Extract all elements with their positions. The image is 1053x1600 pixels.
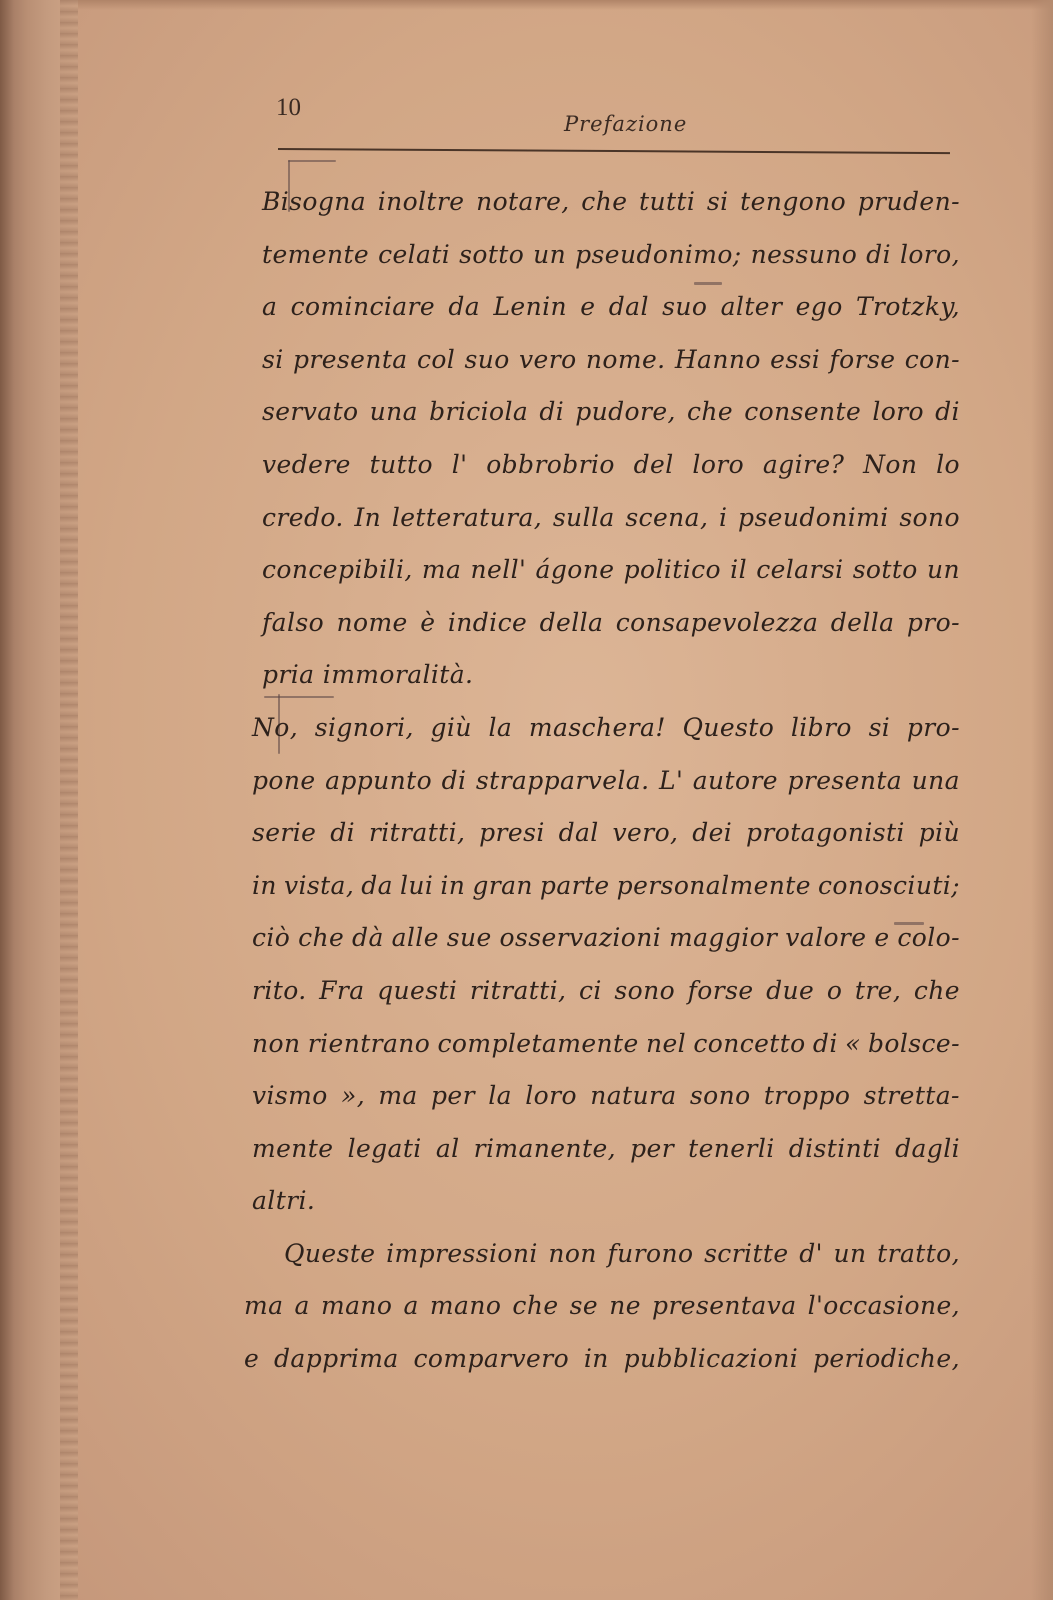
word: la: [488, 1081, 512, 1111]
word: Non: [863, 449, 918, 479]
word: autore: [692, 765, 778, 795]
word: »,: [341, 1081, 366, 1111]
text-line: [252, 807, 960, 860]
word: pseudonimi: [738, 502, 889, 532]
word: celarsi: [756, 555, 844, 585]
word: ritratti,: [469, 975, 567, 1005]
word: pone: [252, 765, 316, 795]
word: falso: [262, 607, 325, 637]
word: non: [548, 1238, 597, 1268]
word: alter: [720, 292, 783, 322]
word: pruden-: [857, 187, 960, 216]
word: distinti: [788, 1133, 881, 1163]
word: nell': [470, 555, 527, 585]
word: due: [766, 975, 815, 1005]
page-edges: [60, 0, 78, 1600]
word: per: [630, 1133, 675, 1163]
text-line: [262, 597, 960, 650]
word: pseudonimo;: [575, 239, 742, 269]
word: rientrano: [307, 1028, 431, 1058]
word: Trotzky,: [855, 292, 960, 322]
word: tutto: [369, 449, 433, 479]
text-line: [262, 334, 960, 387]
text-line: [262, 229, 960, 282]
word: a: [403, 1291, 419, 1321]
word: loro: [872, 397, 924, 427]
word: dagli: [895, 1133, 960, 1163]
word: da: [361, 870, 393, 900]
right-edge-shadow: [1031, 0, 1053, 1600]
word: ma: [421, 555, 462, 585]
text-line: [252, 755, 960, 808]
word: celati: [378, 239, 451, 269]
word: è: [420, 607, 436, 637]
word: ci: [579, 975, 602, 1005]
word: Bisogna: [262, 187, 367, 216]
word: da: [448, 292, 481, 322]
body-text: [240, 176, 960, 1386]
word: di: [441, 765, 467, 795]
word: signori,: [314, 712, 414, 742]
text-line: [252, 912, 960, 965]
word: tre,: [854, 975, 902, 1005]
word: di: [330, 818, 356, 848]
text-line: [252, 1123, 960, 1176]
word: Queste: [284, 1238, 376, 1268]
header-rule: [278, 148, 950, 154]
word: nel: [645, 1028, 687, 1058]
word: pudore,: [575, 397, 676, 427]
word: alle: [391, 923, 439, 953]
word: lo: [936, 449, 960, 479]
text-line: [252, 965, 960, 1018]
word: In: [354, 502, 382, 532]
word: protagonisti: [746, 818, 905, 848]
text-line: pria immoralità.: [262, 660, 474, 690]
word: «: [845, 1028, 861, 1058]
word: No,: [252, 712, 299, 742]
word: inoltre: [377, 187, 465, 216]
word: che: [581, 187, 628, 216]
text-line: [262, 544, 960, 597]
text-line: [252, 860, 960, 913]
word: ritratti,: [368, 818, 466, 848]
word: Fra: [319, 975, 365, 1005]
word: maschera!: [528, 712, 666, 742]
word: essi: [770, 344, 821, 374]
word: si: [262, 344, 284, 374]
word: L': [658, 765, 684, 795]
word: ma: [378, 1081, 418, 1111]
word: questi: [377, 975, 458, 1005]
word: pro-: [906, 712, 960, 742]
word: scritte: [704, 1238, 789, 1268]
word: indice: [447, 607, 528, 637]
word: furono: [607, 1238, 694, 1268]
text-line: [244, 1280, 960, 1333]
word: completamente: [437, 1028, 639, 1058]
word: personalmente: [616, 870, 811, 900]
word: presenta: [292, 344, 408, 374]
word: impressioni: [386, 1238, 538, 1268]
word: in: [440, 870, 466, 900]
word: loro,: [899, 239, 960, 269]
word: periodiche,: [812, 1344, 960, 1374]
word: loro: [692, 449, 745, 479]
pencil-mark-bracket-1-top: [288, 160, 336, 162]
word: sulla: [552, 502, 615, 532]
text-line: [252, 1070, 960, 1123]
word: a: [294, 1291, 310, 1321]
word: agire?: [762, 449, 845, 479]
text-line: [244, 1228, 960, 1281]
word: serie: [252, 818, 317, 848]
word: d': [799, 1238, 823, 1268]
word: che: [687, 397, 734, 427]
word: un: [926, 555, 960, 585]
word: forse: [829, 344, 896, 374]
page-number: 10: [276, 94, 301, 121]
word: briciola: [429, 397, 529, 427]
word: servato: [262, 397, 359, 427]
word: legati: [347, 1133, 422, 1163]
word: consente: [744, 397, 862, 427]
word: concepibili,: [262, 555, 413, 585]
word: di: [812, 1028, 838, 1058]
word: che: [913, 975, 960, 1005]
word: ne: [609, 1291, 641, 1321]
word: sotto: [459, 239, 525, 269]
word: presentava: [652, 1291, 797, 1321]
word: i: [718, 502, 728, 532]
word: più: [918, 818, 960, 848]
word: l': [451, 449, 468, 479]
word: dà: [352, 923, 384, 953]
word: e: [580, 292, 596, 322]
word: del: [633, 449, 674, 479]
word: della: [830, 607, 895, 637]
word: concetto: [693, 1028, 806, 1058]
word: al: [435, 1133, 460, 1163]
word: valore: [785, 923, 867, 953]
word: credo.: [262, 502, 344, 532]
word: suo: [662, 292, 708, 322]
word: si: [868, 712, 891, 742]
word: un: [833, 1238, 867, 1268]
text-line: [252, 1018, 960, 1071]
running-head: Prefazione: [564, 112, 688, 136]
word: un: [533, 239, 567, 269]
word: suo: [464, 344, 510, 374]
word: Lenin: [493, 292, 567, 322]
word: di: [539, 397, 565, 427]
word: in: [252, 870, 277, 900]
word: stretta-: [863, 1081, 960, 1111]
word: nome: [336, 607, 408, 637]
word: presi: [479, 818, 545, 848]
word: Questo: [682, 712, 775, 742]
word: rito.: [252, 975, 307, 1005]
word: bolsce-: [868, 1028, 960, 1058]
word: letteratura,: [391, 502, 543, 532]
word: cominciare: [290, 292, 436, 322]
word: gran: [472, 870, 533, 900]
word: vero: [519, 344, 577, 374]
word: una: [911, 765, 960, 795]
word: vero,: [612, 818, 679, 848]
word: sotto: [852, 555, 918, 585]
text-line: [262, 281, 960, 334]
word: mente: [252, 1133, 334, 1163]
word: pro-: [906, 607, 960, 637]
word: vedere: [262, 449, 351, 479]
word: notare,: [476, 187, 570, 216]
word: per: [431, 1081, 475, 1111]
word: politico: [623, 555, 721, 585]
text-line: [262, 386, 960, 439]
word: l'occasione,: [807, 1291, 960, 1321]
word: forse: [687, 975, 754, 1005]
text-line: [244, 1333, 960, 1386]
word: dal: [608, 292, 649, 322]
word: non: [252, 1028, 301, 1058]
word: vismo: [252, 1081, 328, 1111]
word: temente: [262, 239, 370, 269]
word: dei: [692, 818, 733, 848]
word: vista,: [283, 870, 355, 900]
text-line: [262, 492, 960, 545]
word: che: [298, 923, 345, 953]
word: nome.: [585, 344, 666, 374]
word: ciò: [252, 923, 291, 953]
word: tratto,: [877, 1238, 960, 1268]
word: col: [416, 344, 456, 374]
word: strapparvela.: [475, 765, 650, 795]
word: lui: [400, 870, 434, 900]
text-line: [252, 702, 960, 755]
word: di: [866, 239, 891, 269]
text-line: [262, 439, 960, 492]
word: in: [583, 1344, 609, 1374]
word: consapevolezza: [615, 607, 819, 637]
word: dapprima: [274, 1344, 399, 1374]
word: comparvero: [413, 1344, 570, 1374]
word: sono: [899, 502, 960, 532]
word: sue: [446, 923, 492, 953]
word: che: [512, 1291, 559, 1321]
word: giù: [430, 712, 472, 742]
word: la: [488, 712, 513, 742]
word: e: [244, 1344, 260, 1374]
word: conosciuti;: [818, 870, 960, 900]
word: se: [569, 1291, 599, 1321]
word: ágone: [535, 555, 615, 585]
word: della: [539, 607, 604, 637]
word: di: [935, 397, 960, 427]
text-line: [262, 176, 960, 229]
word: parte: [539, 870, 610, 900]
word: scena,: [625, 502, 709, 532]
word: loro: [525, 1081, 577, 1111]
word: obbrobrio: [486, 449, 615, 479]
word: ego: [795, 292, 843, 322]
word: ma: [244, 1291, 284, 1321]
word: dal: [558, 818, 599, 848]
word: maggior: [668, 923, 778, 953]
word: a: [262, 292, 278, 322]
word: con-: [904, 344, 960, 374]
text-line: altri.: [252, 1186, 316, 1216]
word: il: [730, 555, 747, 585]
word: troppo: [763, 1081, 851, 1111]
word: o: [826, 975, 843, 1005]
word: una: [369, 397, 418, 427]
word: tenerli: [688, 1133, 775, 1163]
word: tutti: [639, 187, 696, 216]
word: natura: [590, 1081, 677, 1111]
word: libro: [790, 712, 852, 742]
word: mano: [429, 1291, 502, 1321]
word: tengono: [740, 187, 847, 216]
word: rimanente,: [473, 1133, 616, 1163]
word: sono: [614, 975, 676, 1005]
word: colo-: [897, 923, 960, 953]
word: osservazioni: [499, 923, 662, 953]
word: e: [874, 923, 890, 953]
word: presenta: [787, 765, 903, 795]
word: sono: [689, 1081, 751, 1111]
word: Hanno: [674, 344, 761, 374]
word: appunto: [325, 765, 433, 795]
word: mano: [320, 1291, 393, 1321]
top-edge-shadow: [78, 0, 1053, 10]
word: si: [706, 187, 729, 216]
word: nessuno: [750, 239, 858, 269]
word: pubblicazioni: [623, 1344, 799, 1374]
